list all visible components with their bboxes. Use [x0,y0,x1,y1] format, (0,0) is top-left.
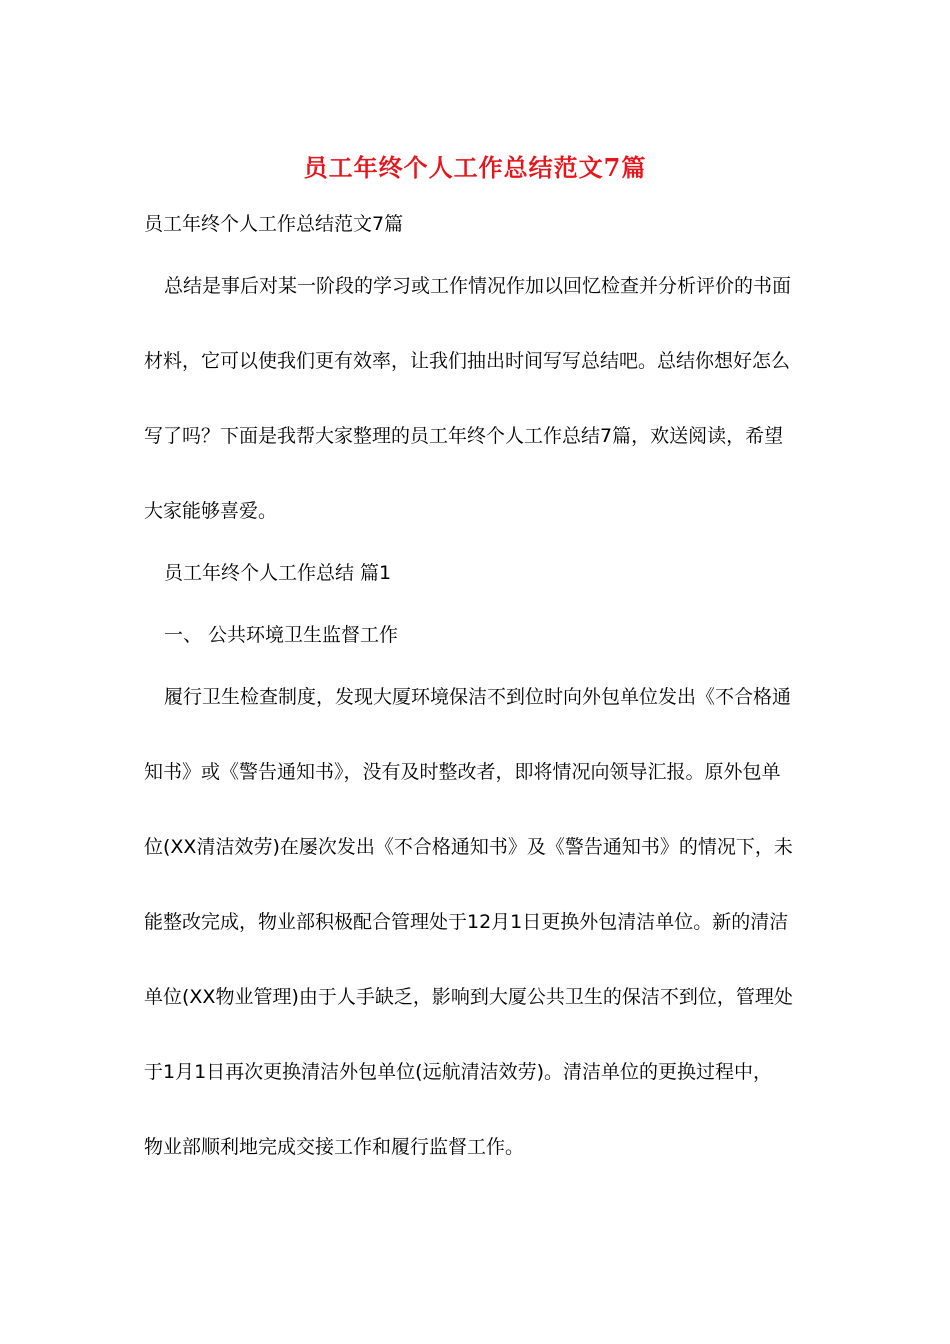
intro-line: 材料，它可以使我们更有效率，让我们抽出时间写写总结吧。总结你想好怎么 [144,350,791,372]
section-heading: 员工年终个人工作总结 篇1 [164,562,392,584]
body-line: 知书》或《警告通知书》，没有及时整改者，即将情况向领导汇报。原外包单 [144,761,781,783]
document-title: 员工年终个人工作总结范文7篇 [303,153,647,182]
body-line: 单位(XX物业管理)由于人手缺乏，影响到大厦公共卫生的保洁不到位，管理处 [144,986,793,1008]
body-line: 能整改完成，物业部积极配合管理处于12月1日更换外包清洁单位。新的清洁 [144,911,789,933]
document-subtitle: 员工年终个人工作总结范文7篇 [144,213,404,235]
body-line: 于1月1日再次更换清洁外包单位(远航清洁效劳)。清洁单位的更换过程中， [144,1061,773,1083]
body-line: 位(XX清洁效劳)在屡次发出《不合格通知书》及《警告通知书》的情况下，未 [144,836,793,858]
intro-line: 写了吗？下面是我帮大家整理的员工年终个人工作总结7篇，欢送阅读，希望 [144,425,784,447]
intro-line: 总结是事后对某一阶段的学习或工作情况作加以回忆检查并分析评价的书面 [164,275,792,297]
body-line: 履行卫生检查制度，发现大厦环境保洁不到位时向外包单位发出《不合格通 [164,686,792,708]
intro-line: 大家能够喜爱。 [144,500,278,522]
body-line: 物业部顺利地完成交接工作和履行监督工作。 [144,1136,525,1158]
subsection-heading: 一、 公共环境卫生监督工作 [164,624,399,646]
